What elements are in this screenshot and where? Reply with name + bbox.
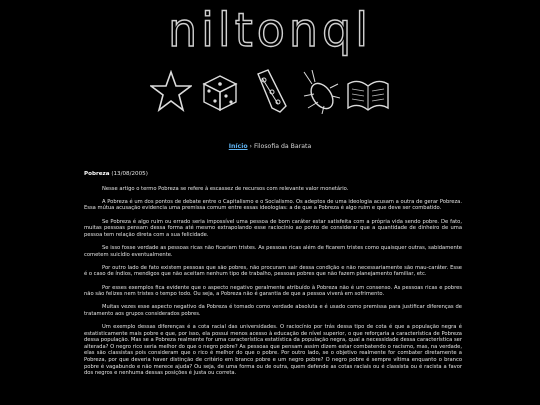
article-paragraph: Se isso fosse verdade as pessoas ricas não ficariam tristes. As pessoas ricas além de ficarem tristes como quaisquer outras, sabidamente cometem suicídio eventualmente.	[84, 244, 462, 258]
article-paragraph: Por esses exemplos fica evidente que o aspecto negativo geralmente atribuído à Pobreza não é um consenso. As pessoas ricas e pobres não são felizes nem tristes o tempo todo. Ou seja, a Pobreza não é garantia de que a pessoa viverá em sofrimento.	[84, 284, 462, 298]
article-date: (13/08/2005)	[111, 171, 148, 177]
breadcrumb-home-link[interactable]: Início	[228, 143, 248, 150]
book-icon	[346, 74, 390, 114]
site-logo	[160, 4, 380, 60]
article-title: Pobreza	[84, 171, 110, 177]
cockroach-icon	[300, 70, 340, 114]
article	[84, 171, 462, 383]
article-paragraph: Nesse artigo o termo Pobreza se refere à escassez de recursos com relevante valor monetário.	[102, 185, 349, 192]
star-icon	[150, 70, 192, 112]
icon-strip	[150, 66, 390, 122]
article-paragraph: Por outro lado de fato existem pessoas que são pobres, não procuram sair dessa condição e não necessariamente são mau-caráter. Esse é o caso de índios, mendigos que não aceitam nenhum tipo de trabalho, pessoas pobres que não fazem planejamento familiar, etc.	[84, 264, 462, 278]
article-paragraph: Se Pobreza é algo ruim ou errado seria impossível uma pessoa de bom caráter estar satisfeita com a própria vida sendo pobre. De fato, muitas pessoas pensam dessa forma até mesmo extrapolando esse raciocínio ao ponto de considerar que a quantidade de dinheiro de uma pessoa tem relação direta com a sua felicidade.	[84, 218, 462, 238]
dice-icon	[200, 72, 240, 112]
tool-icon	[250, 68, 292, 114]
site-logo-text: niltonql	[167, 4, 373, 57]
article-paragraph: A Pobreza é um dos pontos de debate entre o Capitalismo e o Socialismo. Os adeptos de uma ideologia acusam a outra de gerar Pobreza. Essa mútua acusação evidencia uma premissa comum entre essas ideologias: a de que a Pobreza é algo ruim e que deve ser combatido.	[84, 198, 462, 212]
breadcrumb-current: Filosofia da Barata	[254, 143, 312, 150]
article-paragraph: Muitas vezes esse aspecto negativo da Pobreza é tomado como verdade absoluta e é usado como premissa para justificar diferenças de tratamento aos grupos considerados pobres.	[84, 304, 462, 317]
article-paragraph: Um exemplo dessas diferenças é a cota racial das universidades. O raciocínio por trás dessa tipo de cota é que a população negra é estatisticamente mais pobre e que, por isso, ela possui menos acesso à educação de nível superior, o que reforçaria a característica de Pobreza dessa população. Mas se a Pobreza realmente for uma característica estatística da população negra, qual a necessidade dessa característica ser alterada? O negro rico seria melhor do que o negro pobre? As pessoas que pensam assim dizem estar combatendo o racismo, mas, na verdade, elas são classistas pois consideram que o rico é melhor do que o pobre. Por outro lado, se o objetivo realmente for combater diretamente a Pobreza, por que deveria haver distinção de critério em branco pobre e um negro pobre? O negro pobre é sempre vítima enquanto o branco pobre é vagabundo e não merece ajuda? Ou seja, de uma forma ou de outra, quem defende as cotas raciais ou é classista ou é racista a favor dos negros e nenhuma dessas posições é justa ou correta.	[84, 324, 462, 377]
article-heading	[84, 171, 462, 178]
breadcrumb-separator: ›	[249, 143, 253, 150]
breadcrumb	[0, 143, 540, 150]
